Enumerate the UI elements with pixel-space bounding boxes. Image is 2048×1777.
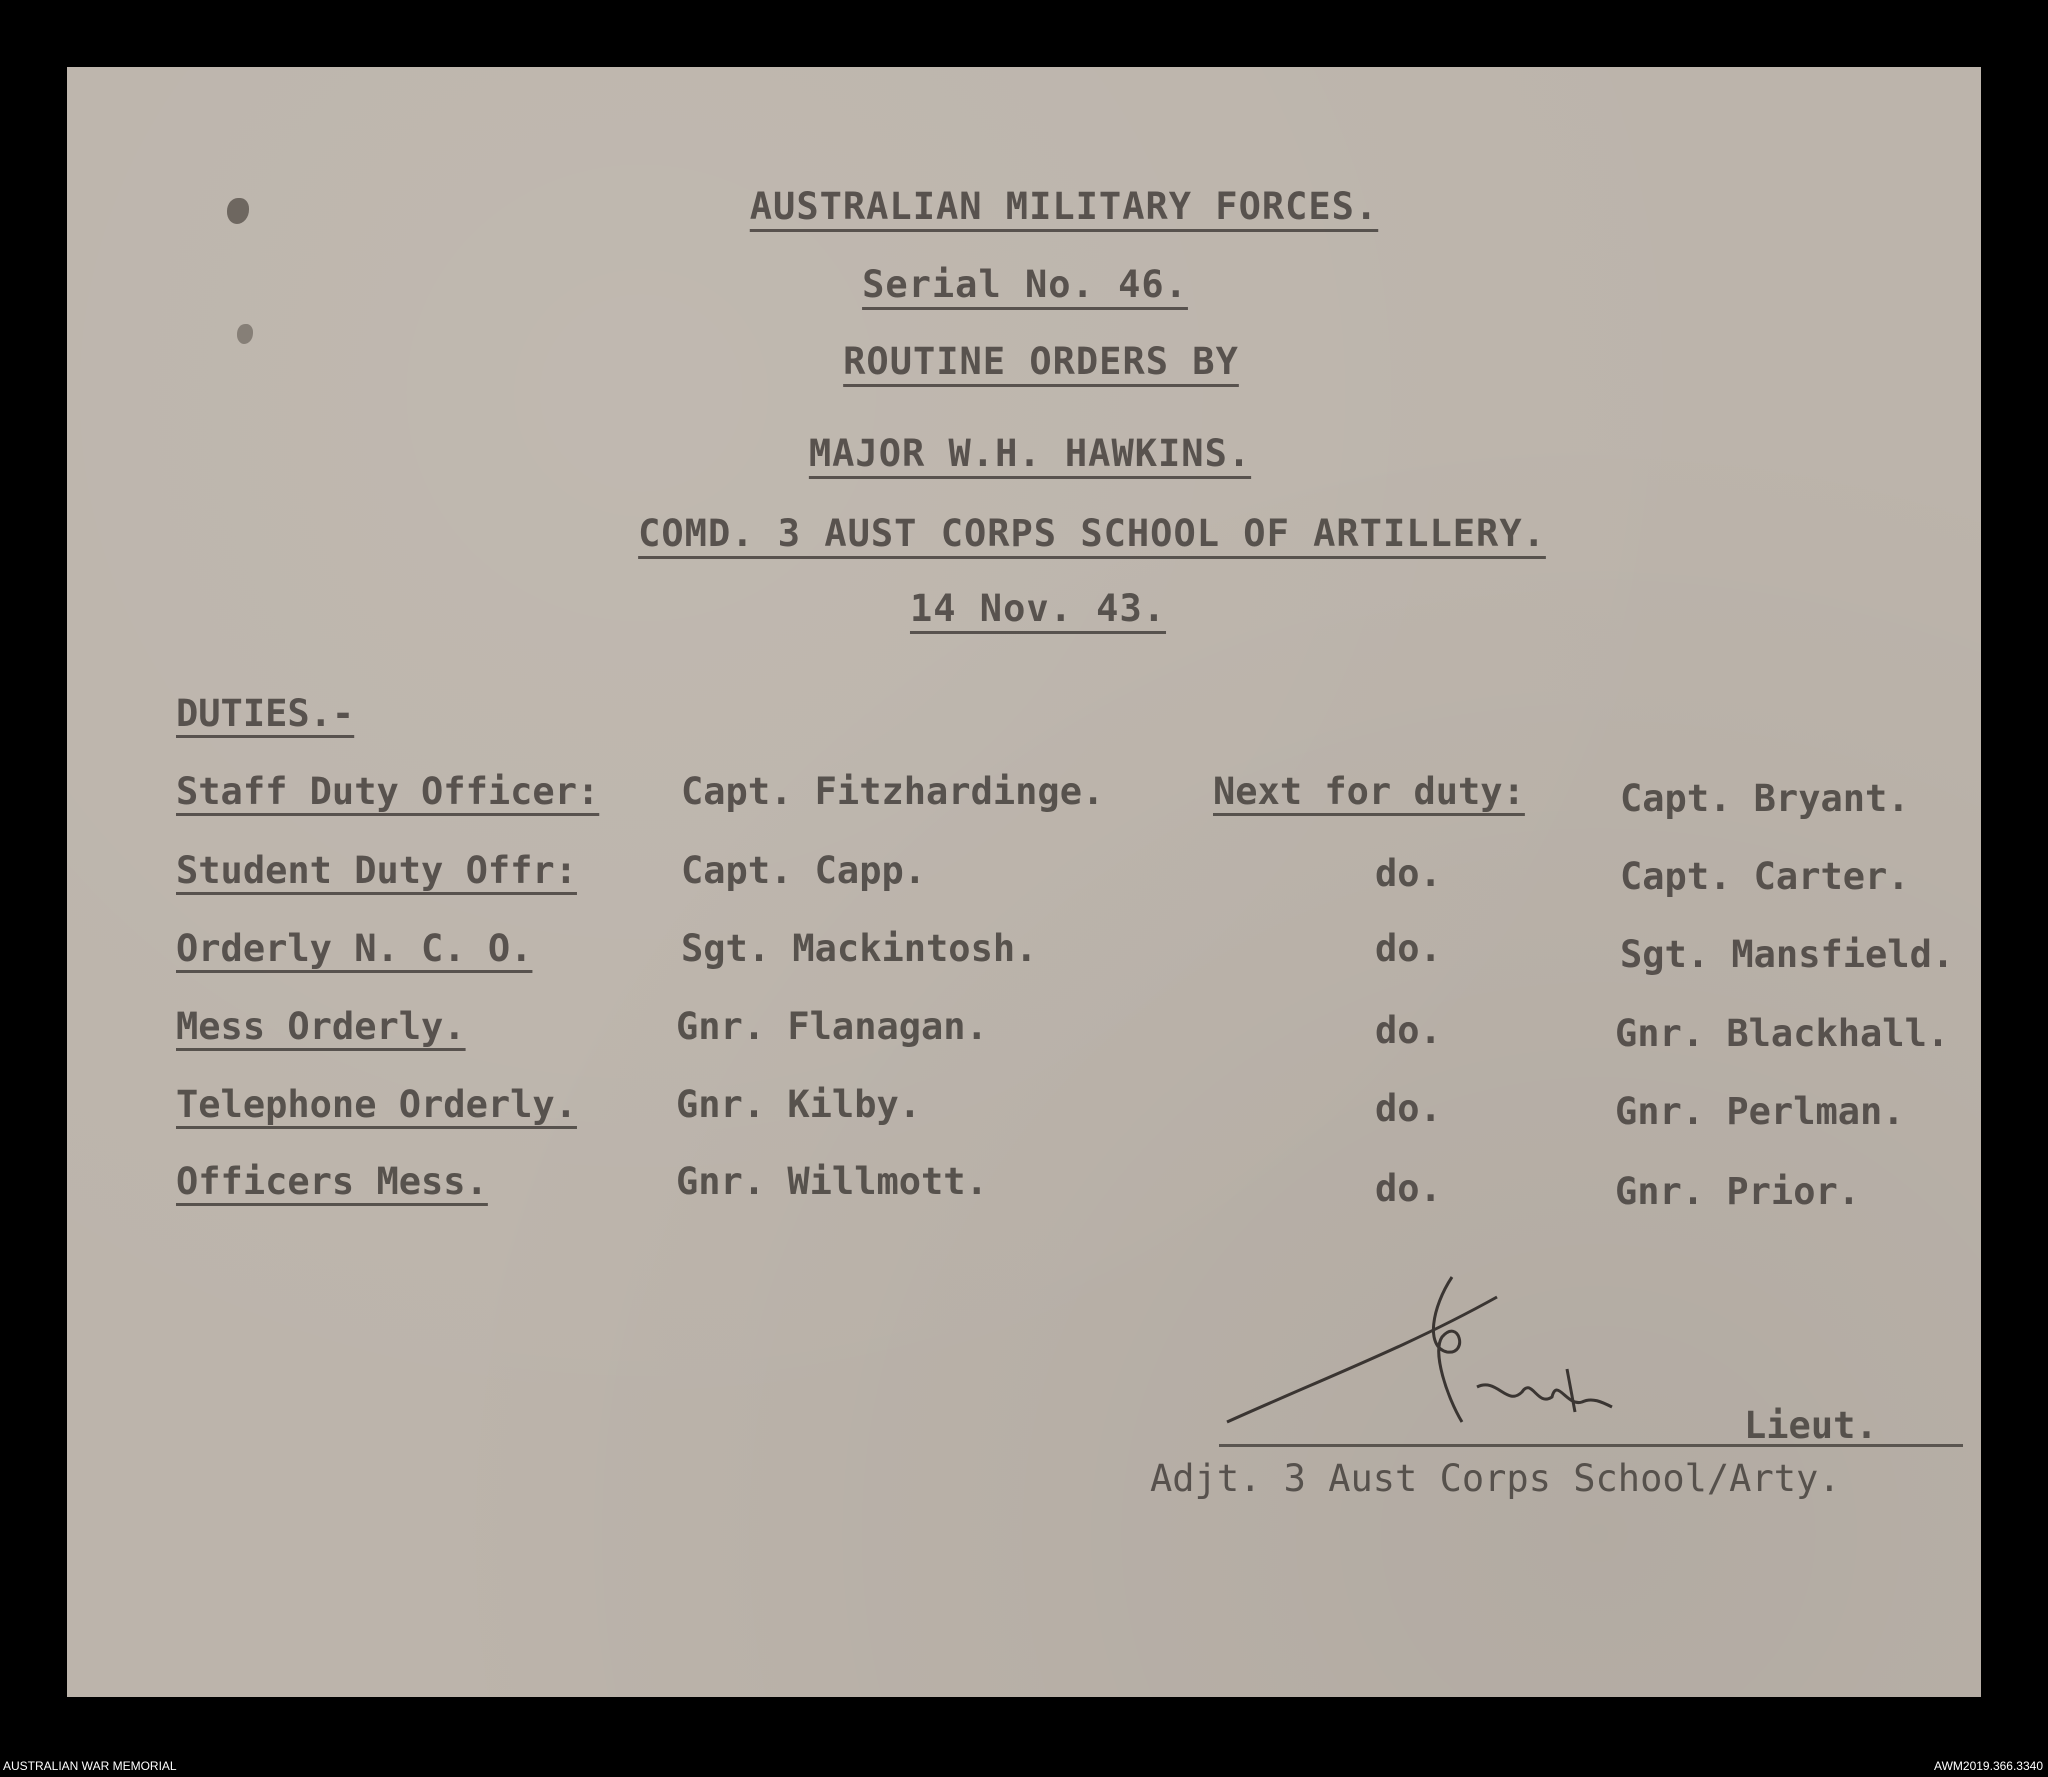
duty-role: Student Duty Offr: (176, 849, 577, 892)
signature-rank: Lieut. (1744, 1404, 1878, 1447)
duty-person: Sgt. Mackintosh. (681, 927, 1038, 970)
duty-person: Gnr. Flanagan. (676, 1005, 988, 1048)
section-title-duties: DUTIES.- (176, 692, 355, 735)
header-unit: COMD. 3 AUST CORPS SCHOOL OF ARTILLERY. (638, 512, 1546, 555)
duty-person: Capt. Capp. (681, 849, 927, 892)
next-duty-person: Gnr. Perlman. (1615, 1090, 1905, 1133)
next-duty-person: Capt. Bryant. (1620, 777, 1910, 820)
next-duty-person: Sgt. Mansfield. (1620, 933, 1955, 976)
next-duty-person: Gnr. Prior. (1615, 1170, 1861, 1213)
header-forces: AUSTRALIAN MILITARY FORCES. (749, 185, 1379, 228)
next-for-duty-label: Next for duty: (1213, 770, 1525, 813)
next-duty-ditto: do. (1375, 927, 1442, 970)
document-page (67, 67, 1981, 1697)
header-serial: Serial No. 46. (862, 263, 1188, 306)
duty-person: Capt. Fitzhardinge. (681, 770, 1105, 813)
header-date: 14 Nov. 43. (909, 587, 1167, 630)
punch-hole-bottom (237, 324, 253, 344)
duty-role: Telephone Orderly. (176, 1083, 577, 1126)
duty-role: Staff Duty Officer: (176, 770, 600, 813)
header-commander: MAJOR W.H. HAWKINS. (808, 432, 1252, 475)
duty-role: Officers Mess. (176, 1160, 488, 1203)
duty-role: Mess Orderly. (176, 1005, 466, 1048)
footer-credit: AUSTRALIAN WAR MEMORIAL (3, 1759, 177, 1773)
next-duty-person: Capt. Carter. (1620, 855, 1910, 898)
next-duty-ditto: do. (1375, 1087, 1442, 1130)
next-duty-ditto: do. (1375, 852, 1442, 895)
handwritten-signature (1207, 1257, 1627, 1437)
punch-hole-top (227, 198, 249, 224)
header-routine-orders: ROUTINE ORDERS BY (843, 340, 1239, 383)
duty-person: Gnr. Willmott. (676, 1160, 988, 1203)
next-duty-person: Gnr. Blackhall. (1615, 1012, 1950, 1055)
duty-role: Orderly N. C. O. (176, 927, 533, 970)
next-duty-ditto: do. (1375, 1167, 1442, 1210)
duty-person: Gnr. Kilby. (676, 1083, 922, 1126)
signature-title: Adjt. 3 Aust Corps School/Arty. (1150, 1457, 1841, 1500)
next-duty-ditto: do. (1375, 1009, 1442, 1052)
footer-accession-number: AWM2019.366.3340 (1934, 1759, 2043, 1773)
